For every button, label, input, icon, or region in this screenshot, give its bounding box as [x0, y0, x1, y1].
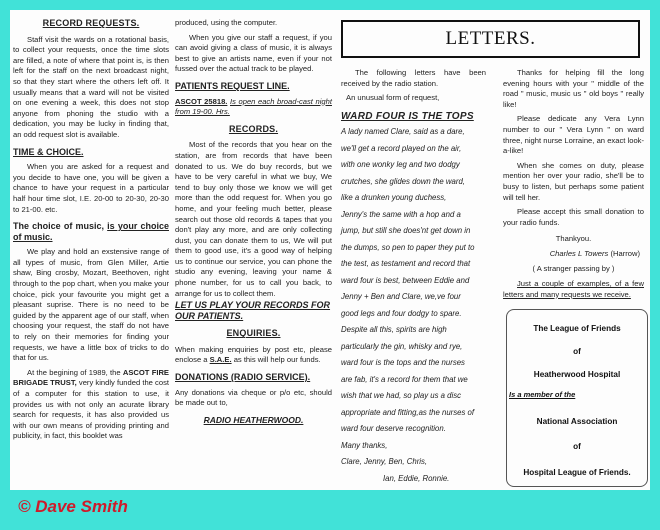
poem-line: we'll get a record played on the air,: [341, 143, 462, 153]
poem-line: ward four is the tops and the nurses: [341, 358, 465, 368]
paragraph: The following letters have been received by the radio station.: [341, 68, 486, 88]
poem-line: appropriate and fitting,as the nurses of: [341, 407, 475, 417]
phone-note: Is open each broad-cast night from 19-00. Hrs.: [175, 96, 332, 117]
poem-line: with one wonky leg and two dodgy: [341, 160, 460, 170]
league-line: Heatherwood Hospital: [533, 370, 621, 379]
heading-part-underlined: is your choice of music.: [13, 221, 169, 242]
booklet-page: [10, 10, 650, 490]
paragraph: An unusual form of request,: [346, 93, 440, 103]
poem-line: Clare, Jenny, Ben, Chris,: [341, 457, 428, 467]
heading-time-choice: TIME & CHOICE.: [13, 146, 84, 157]
payee: RADIO HEATHERWOOD.: [203, 414, 304, 425]
column-requests-records: [175, 18, 332, 429]
paragraph: produced, using the computer.: [175, 18, 278, 27]
signature-name: Charles L Towers: [549, 248, 609, 258]
league-member-note: Is a member of the: [509, 390, 576, 399]
paragraph: Most of the records that you hear on the station, are from records that have been donated to us. We do buy records, but we have to be very careful in what we buy, We tend to buy only those we know we will get more than the odd request for. When you go home, and your feeling much better, please search out those old records & tapes that you don't play any more, and are only collecting dust, you can donate them to us, We will put them to good use, it's a good way of helping us to continue our service, you can phone the studio any evening, leaving your name & phone number, for us to call you back, to arrange for us to collect them.: [175, 140, 332, 298]
poem-line: particularly the gin, whisky and rye,: [341, 341, 463, 351]
poem-line: Despite all this, spirits are high: [341, 325, 447, 335]
signature: [503, 249, 644, 260]
poem-line: Many thanks,: [341, 440, 388, 450]
poem-line: ward four is best, between Eddie and: [341, 275, 470, 285]
paragraph: Please dedicate any Vera Lynn number to our " Vera Lynn " on ward three, night nurse Lorraine, an exact look-a-like!: [503, 114, 644, 156]
poem-line: Ian, Eddie, Ronnie.: [383, 473, 450, 483]
poem-line: A lady named Clare, said as a dare,: [341, 127, 465, 137]
league-line: Hospital League of Friends.: [523, 468, 631, 477]
heading-patients-request-line: PATIENTS REQUEST LINE.: [175, 80, 290, 91]
bold-text: S.A.E.: [209, 355, 232, 365]
slogan: LET US PLAY YOUR RECORDS FOR OUR PATIENTS.: [175, 300, 331, 322]
phone-line: [175, 97, 332, 118]
poem-line: jump, but still she does'nt get down in: [341, 226, 471, 236]
text: very kindly funded the cost of a computer for this station to use, it provides us with not only an acurate library search for requests, it has also provided us with our own means of providing printing and publicity, in fact, this booklet was: [13, 378, 169, 441]
league-line: National Association: [536, 417, 618, 426]
poem-line: Jenny's the same with a hop and a: [341, 209, 461, 219]
heading-choice-of-music: [13, 221, 169, 242]
poem-line: like a drunken young duchess,: [341, 193, 447, 203]
paragraph: When you are asked for a request and you decide to have one, you will be given a chance to have your request in a particular half hour time slot, I.E. 20-00 to 20-30, 20-30 to 21-00. etc.: [13, 162, 169, 214]
poem: [341, 124, 486, 487]
phone-number: ASCOT 25818.: [175, 96, 228, 106]
poem-line: ward four deserve recognition.: [341, 424, 446, 434]
paragraph: Any donations via cheque or p/o etc, should be made out to,: [175, 387, 332, 408]
heading-records: RECORDS.: [228, 123, 279, 134]
thanks: Thankyou.: [555, 234, 592, 244]
poem-line: crutches, she glides down the ward,: [341, 176, 465, 186]
league-line: of: [573, 442, 581, 451]
paragraph: [175, 345, 332, 366]
copyright-footer: © Dave Smith: [18, 497, 128, 516]
letters-title-box: [341, 20, 640, 58]
league-of-friends-box: [506, 309, 648, 487]
paragraph: When she comes on duty, please mention her over your radio, she'll be to busy to listen, but perhaps some patient will tell her.: [503, 160, 644, 202]
column-letters-2: [503, 68, 644, 304]
poem-title: WARD FOUR IS THE TOPS: [341, 110, 474, 122]
heading-enquiries: ENQUIRIES.: [226, 328, 281, 339]
poem-line: good legs and four dodgy to spare.: [341, 308, 462, 318]
column-record-requests: [13, 12, 169, 446]
poem-line: the test, as testament and record that: [341, 259, 471, 269]
text: At the begining of 1989, the: [27, 367, 123, 377]
poem-line: the dumps, so pen to paper they put to: [341, 242, 475, 252]
poem-line: Jenny + Ben and Clare, we,ve four: [341, 292, 461, 302]
paragraph: We play and hold an exstensive range of all types of music, from Glen Miller, Artie shaw, Bing crosby, Mozart, Beethoven, right through to the pop chart, when you make your choice, pick your favourite you might get a pleasant suprise. There is no need to be guided by the apparent age of our staff, when choosing your request, the staff do not have to rely on their memories for finding your requests, we have a little box of tricks to do that for us.: [13, 247, 169, 363]
text: as this will help our funds.: [231, 355, 321, 365]
heading-part: The choice of music,: [13, 221, 108, 232]
paragraph: Staff visit the wards on a rotational basis, to collect your requests, once the time slots are filled, a note of where that point is, is then left for the staff on the next broadcast night, so that they start where the others left off. It usually means that a ward will not be visited on one evening a week, this does not stop anyone from phoning the studio with a dedication, you may be lucky in finding that, an odd request slot is available.: [13, 34, 169, 139]
paragraph: Please accept this small donation to your radio funds.: [503, 207, 644, 227]
stranger-note: ( A stranger passing by ): [532, 263, 615, 273]
closing-note: Just a couple of examples, of a few letters and many requests we receive.: [503, 279, 644, 299]
poem-line: are fab, it's a record for them that we: [341, 374, 468, 384]
column-letters-poem: [341, 68, 486, 487]
bold-text: ASCOT FIRE BRIGADE TRUST,: [13, 367, 169, 388]
letters-title: LETTERS.: [445, 28, 536, 49]
heading-record-requests: RECORD REQUESTS.: [42, 18, 140, 28]
paragraph: When you give our staff a request, if you can avoid giving a class of music, it is always best to give an artists name, even if your not fussed over the actual track to be played.: [175, 32, 332, 74]
league-line: of: [573, 347, 581, 356]
signature-place: (Harrow): [608, 248, 640, 258]
text: When making enquiries by post etc, please enclose a: [175, 344, 332, 365]
paragraph: Thanks for helping fill the long evening hours with your " middle of the road " music, music us " old boys " really like!: [503, 68, 644, 109]
paragraph: [13, 368, 169, 442]
heading-donations: DONATIONS (RADIO SERVICE).: [175, 372, 311, 383]
league-line: The League of Friends: [533, 324, 621, 333]
poem-line: wish that we had, so play us a disc: [341, 391, 462, 401]
